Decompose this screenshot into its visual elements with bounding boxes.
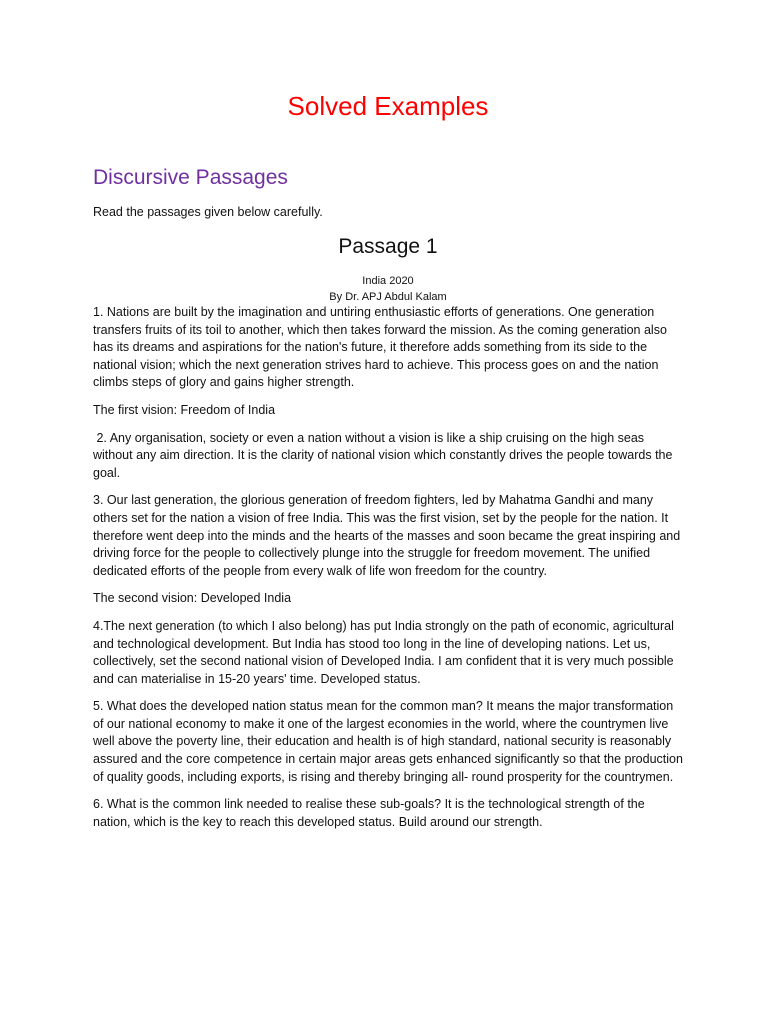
intro-text: Read the passages given below carefully. xyxy=(93,205,323,219)
section-heading: Discursive Passages xyxy=(93,166,288,189)
vision-heading-first: The first vision: Freedom of India xyxy=(93,402,276,417)
paragraph-5: 5. What does the developed nation status mean for the common man? It means the major transformation of our national economy to make it one of the largest economies in the world, where the countrymen live well above the poverty line, their education and health is of high standard, national security is reasonably assured and the core competence in certain major areas gets enhanced significantly so that the production of quality goods, including exports, is rising and thereby bringing all- round prosperity for the countrymen. xyxy=(93,699,683,784)
passage-heading: Passage 1 xyxy=(338,235,438,258)
passage-author: By Dr. APJ Abdul Kalam xyxy=(329,291,447,303)
paragraph-2: 2. Any organisation, society or even a nation without a vision is like a ship cruising on the high seas without any aim direction. It is the clarity of national vision which constantly drives the people towards the goal. xyxy=(93,430,676,480)
paragraph-6: 6. What is the common link needed to realise these sub-goals? It is the technological strength of the nation, which is the key to reach this developed status. Build around our strength. xyxy=(93,797,645,829)
passage-title: India 2020 xyxy=(362,275,414,287)
vision-heading-second: The second vision: Developed India xyxy=(93,591,292,606)
paragraph-1: 1. Nations are built by the imagination and untiring enthusiastic efforts of generations. One generation transfers fruits of its toil to another, which then takes forward the mission. As the coming generation also has its dreams and aspirations for the nation's future, it therefore adds something from its side to the national vision; which the next generation strives hard to achieve. This process goes on and the nation climbs steps of glory and gains higher strength. xyxy=(93,305,667,390)
paragraph-4: 4.The next generation (to which I also belong) has put India strongly on the path of economic, agricultural and technological development. But India has stood too long in the line of developing nations. Let us, collectively, set the second national vision of Developed India. I am confident that it is very much possible and can materialise in 15-20 years' time. Developed status. xyxy=(93,618,674,686)
paragraph-3: 3. Our last generation, the glorious generation of freedom fighters, led by Mahatma Gandhi and many others set for the nation a vision of free India. This was the first vision, set by the people for the nation. It therefore went deep into the minds and the hearts of the masses and soon became the great inspiring and driving force for the people to collectively plunge into the struggle for freedom movement. The unified dedicated efforts of the people from every walk of life won freedom for the country. xyxy=(93,493,681,578)
page-title: Solved Examples xyxy=(287,91,489,121)
passage-body xyxy=(93,304,683,841)
